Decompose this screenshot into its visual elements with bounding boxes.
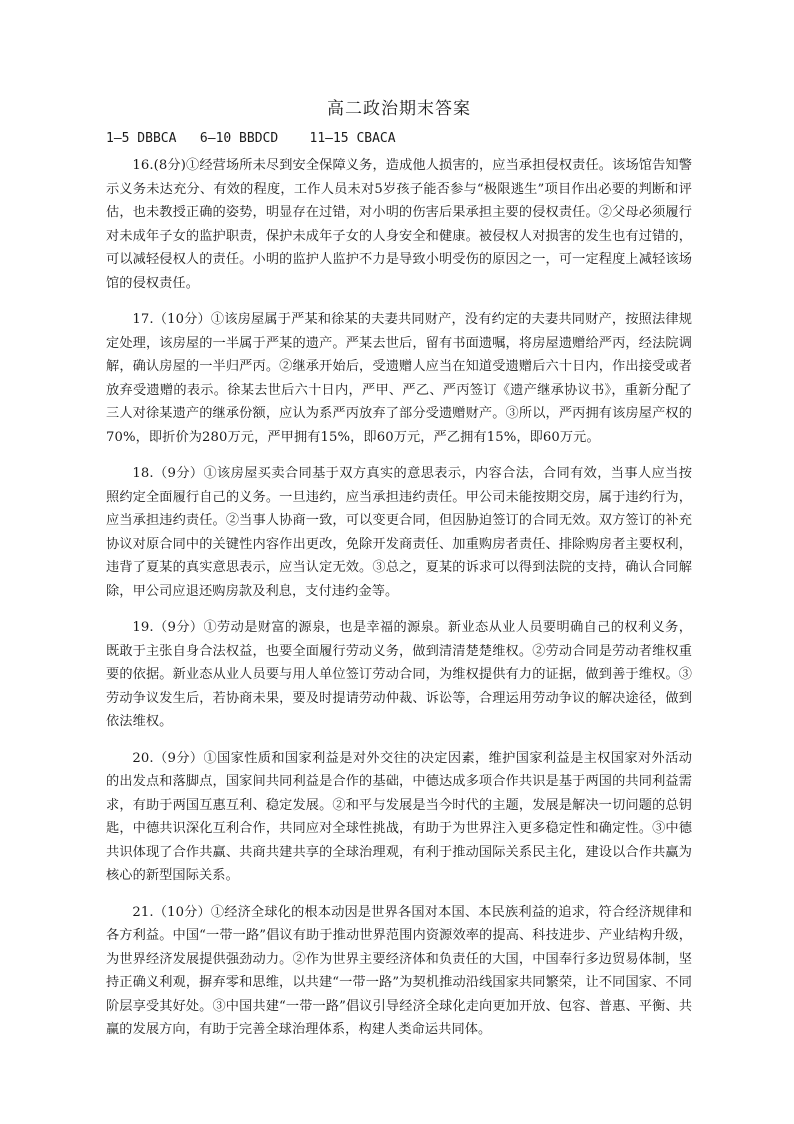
answer-18: 18.（9分）①该房屋买卖合同基于双方真实的意思表示，内容合法，合同有效，当事人应当按照约定全面履行自己的义务。一旦违约，应当承担违约责任。甲公司未能按期交房，属于违约行为，应当承担违约责任。②当事人协商一致，可以变更合同，但因胁迫签订的合同无效。双方签订的补充协议对原合同中的关键性内容作出更改，免除开发商责任、加重购房者责任、排除购房者主要权利，违背了夏某的真实意思表示，应当认定无效。③总之，夏某的诉求可以得到法院的支持，确认合同解除，甲公司应退还购房款及利息，支付违约金等。 xyxy=(106,466,692,599)
answer-20: 20.（9分）①国家性质和国家利益是对外交往的决定因素，维护国家利益是主权国家对外活动的出发点和落脚点，国家间共同利益是合作的基础，中德达成多项合作共识是基于两国的共同利益需求，有助于两国互惠互利、稳定发展。②和平与发展是当今时代的主题，发展是解决一切问题的总钥匙，中德共识深化互利合作，共同应对全球性挑战，有助于为世界注入更多稳定性和确定性。③中德共识体现了合作共赢、共商共建共享的全球治理观，有利于推动国际关系民主化，建设以合作共赢为核心的新型国际关系。 xyxy=(106,750,692,883)
document-page xyxy=(106,98,692,1055)
document-title: 高二政治期末答案 xyxy=(327,99,471,119)
answer-17: 17.（10分）①该房屋属于严某和徐某的夫妻共同财产，没有约定的夫妻共同财产，按照法律规定处理，该房屋的一半属于严某的遗产。严某去世后，留有书面遗嘱，将房屋遗赠给严丙，经法院调解，确认房屋的一半归严丙。②继承开始后，受遗赠人应当在知道受遗赠后六十日内，作出接受或者放弃受遗赠的表示。徐某去世后六十日内，严甲、严乙、严丙签订《遗产继承协议书》，重新分配了三人对徐某遗产的继承份额，应认为系严丙放弃了部分受遗赠财产。③所以，严丙拥有该房屋产权的70%，即折价为280万元，严甲拥有15%，即60万元，严乙拥有15%，即60万元。 xyxy=(106,312,692,445)
answer-16: 16.(8分)①经营场所未尽到安全保障义务，造成他人损害的，应当承担侵权责任。该场馆告知警示义务未达充分、有效的程度，工作人员未对5岁孩子能否参与“极限逃生”项目作出必要的判断和评估，也未教授正确的姿势，明显存在过错，对小明的伤害后果承担主要的侵权责任。②父母必须履行对未成年子女的监护职责，保护未成年子女的人身安全和健康。被侵权人对损害的发生也有过错的，可以减轻侵权人的责任。小明的监护人监护不力是导致小明受伤的原因之一，可一定程度上减轻该场馆的侵权责任。 xyxy=(106,158,692,291)
multiple-choice-answers: 1—5 DBBCA 6—10 BBDCD 11—15 CBACA xyxy=(106,131,396,146)
answer-19: 19.（9分）①劳动是财富的源泉，也是幸福的源泉。新业态从业人员要明确自己的权利义务，既敢于主张自身合法权益，也要全面履行劳动义务，做到清清楚楚维权。②劳动合同是劳动者维权重要的依据。新业态从业人员要与用人单位签订劳动合同，为维权提供有力的证据，做到善于维权。③劳动争议发生后，若协商未果，要及时提请劳动仲裁、诉讼等，合理运用劳动争议的解决途径，做到依法维权。 xyxy=(106,620,692,729)
answer-21: 21.（10分）①经济全球化的根本动因是世界各国对本国、本民族利益的追求，符合经济规律和各方利益。中国“一带一路”倡议有助于推动世界范围内资源效率的提高、科技进步、产业结构升级，为世界经济发展提供强劲动力。②作为世界主要经济体和负责任的大国，中国奉行多边贸易体制，坚持正确义利观，摒弃零和思维，以共建“一带一路”为契机推动沿线国家共同繁荣，让不同国家、不同阶层享受其好处。③中国共建“一带一路”倡议引导经济全球化走向更加开放、包容、普惠、平衡、共赢的发展方向，有助于完善全球治理体系，构建人类命运共同体。 xyxy=(106,904,692,1037)
